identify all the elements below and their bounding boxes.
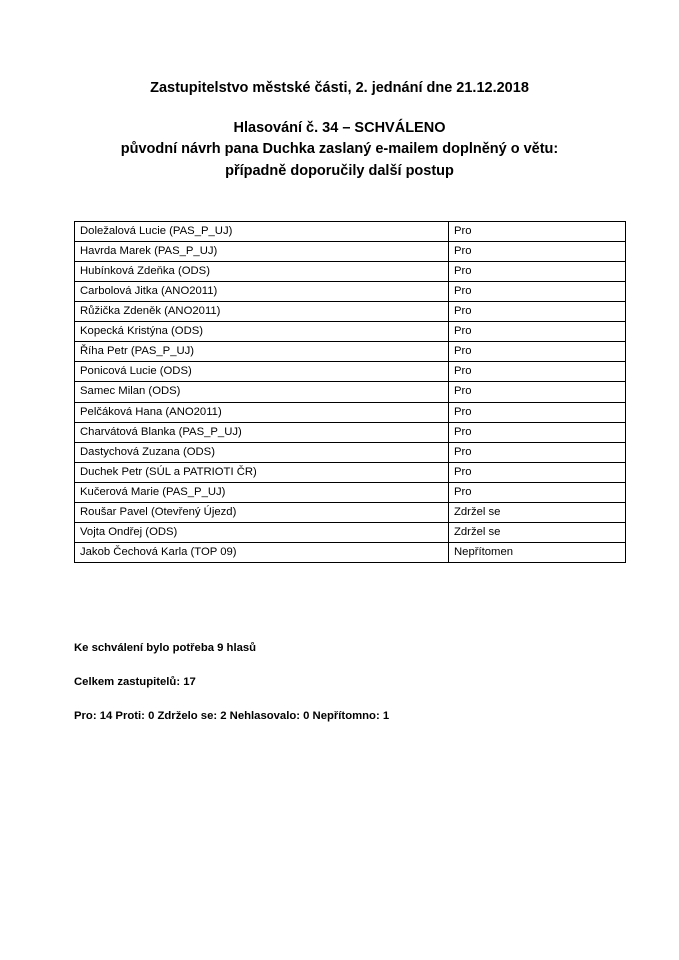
- member-vote: Pro: [449, 402, 626, 422]
- table-row: [75, 482, 626, 502]
- member-vote: Zdržel se: [449, 503, 626, 523]
- member-vote: Pro: [449, 281, 626, 301]
- member-vote: Pro: [449, 482, 626, 502]
- proposal-text-line-2: případně doporučily další postup: [225, 162, 454, 179]
- total-members-text: Celkem zastupitelů: 17: [74, 676, 196, 689]
- table-row: [75, 442, 626, 462]
- member-name: Kučerová Marie (PAS_P_UJ): [75, 482, 449, 502]
- member-vote: Pro: [449, 382, 626, 402]
- member-vote: Zdržel se: [449, 523, 626, 543]
- document-headings: [74, 0, 605, 183]
- member-name: Charvátová Blanka (PAS_P_UJ): [75, 422, 449, 442]
- member-name: Dastychová Zuzana (ODS): [75, 442, 449, 462]
- voting-subtitle: Hlasování č. 34 – SCHVÁLENO: [233, 120, 446, 137]
- table-row: [75, 362, 626, 382]
- member-name: Duchek Petr (SÚL a PATRIOTI ČR): [75, 462, 449, 482]
- member-name: Pelčáková Hana (ANO2011): [75, 402, 449, 422]
- votes-table: [74, 221, 626, 564]
- vote-tally-text: Pro: 14 Proti: 0 Zdrželo se: 2 Nehlasovalo: 0 Nepřítomno: 1: [74, 709, 390, 722]
- table-row: [75, 241, 626, 261]
- member-name: Kopecká Kristýna (ODS): [75, 322, 449, 342]
- table-row: [75, 402, 626, 422]
- table-row: [75, 543, 626, 563]
- member-name: Carbolová Jitka (ANO2011): [75, 281, 449, 301]
- voting-summary: [74, 641, 605, 723]
- table-row: [75, 523, 626, 543]
- member-name: Vojta Ondřej (ODS): [75, 523, 449, 543]
- quorum-text: Ke schválení bylo potřeba 9 hlasů: [74, 642, 257, 655]
- member-vote: Pro: [449, 422, 626, 442]
- table-row: [75, 281, 626, 301]
- table-row: [75, 422, 626, 442]
- table-row: [75, 382, 626, 402]
- votes-table-body: [75, 221, 626, 563]
- member-name: Havrda Marek (PAS_P_UJ): [75, 241, 449, 261]
- member-vote: Pro: [449, 362, 626, 382]
- proposal-text-line-1: původní návrh pana Duchka zaslaný e-mailem doplněný o větu:: [120, 141, 559, 158]
- page-title: Zastupitelstvo městské části, 2. jednání dne 21.12.2018: [150, 80, 529, 96]
- member-vote: Nepřítomen: [449, 543, 626, 563]
- member-name: Ponicová Lucie (ODS): [75, 362, 449, 382]
- member-vote: Pro: [449, 261, 626, 281]
- member-vote: Pro: [449, 462, 626, 482]
- member-vote: Pro: [449, 241, 626, 261]
- member-vote: Pro: [449, 322, 626, 342]
- table-row: [75, 221, 626, 241]
- table-row: [75, 261, 626, 281]
- member-vote: Pro: [449, 221, 626, 241]
- member-name: Doležalová Lucie (PAS_P_UJ): [75, 221, 449, 241]
- member-name: Roušar Pavel (Otevřený Újezd): [75, 503, 449, 523]
- member-vote: Pro: [449, 442, 626, 462]
- member-name: Jakob Čechová Karla (TOP 09): [75, 543, 449, 563]
- table-row: [75, 322, 626, 342]
- member-name: Hubínková Zdeňka (ODS): [75, 261, 449, 281]
- member-name: Růžička Zdeněk (ANO2011): [75, 301, 449, 321]
- table-row: [75, 301, 626, 321]
- member-name: Samec Milan (ODS): [75, 382, 449, 402]
- member-vote: Pro: [449, 301, 626, 321]
- table-row: [75, 503, 626, 523]
- member-name: Říha Petr (PAS_P_UJ): [75, 342, 449, 362]
- table-row: [75, 342, 626, 362]
- member-vote: Pro: [449, 342, 626, 362]
- table-row: [75, 462, 626, 482]
